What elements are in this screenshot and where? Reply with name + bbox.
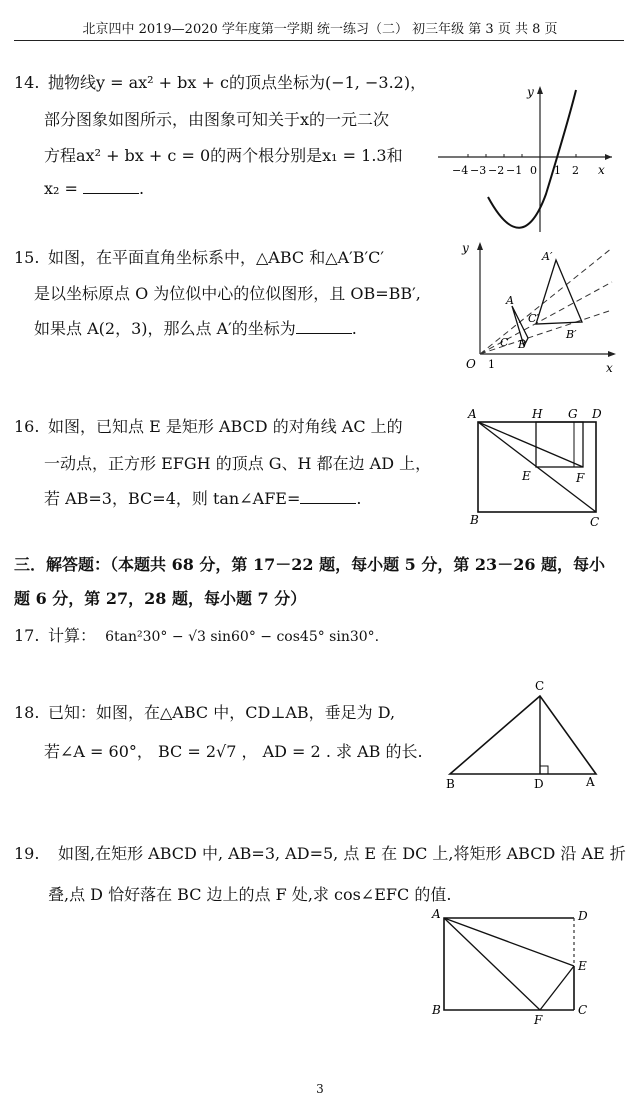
- q16-text-3: [44, 486, 361, 509]
- question-number: 17.: [14, 626, 40, 645]
- answer-blank[interactable]: [296, 319, 352, 334]
- page-number: 3: [316, 1082, 324, 1096]
- page-header: 北京四中 2019—2020 学年度第一学期 统一练习（二） 初三年级 第 3 页 共 8 页: [82, 22, 558, 37]
- triangle-cd-figure: [440, 676, 610, 794]
- point-b-label: B: [470, 513, 479, 527]
- y-label: y: [527, 85, 534, 99]
- parabola-curve: [488, 90, 576, 228]
- point-f-label: F: [576, 471, 585, 485]
- point-b-label: B: [518, 338, 527, 351]
- section-heading-line-1: 三．解答题：（本题共 68 分，第 17－22 题，每小题 5 分，第 23－26 题，每小: [14, 555, 606, 574]
- point-a-label: A: [506, 294, 514, 307]
- tick-label: −3: [470, 164, 487, 177]
- q14-text-3: 方程ax² + bx + c = 0的两个根分别是x₁ = 1.3和: [44, 146, 403, 165]
- point-a-prime-label: A′: [542, 250, 553, 263]
- point-c-label: C: [578, 1003, 588, 1017]
- y-axis-arrow: [477, 242, 483, 250]
- point-c-label: C: [500, 336, 509, 349]
- rectangle-square-figure: [462, 404, 618, 530]
- parabola-figure: [430, 82, 620, 242]
- q18-text-1: 已知：如图，在△ABC 中，CD⊥AB，垂足为 D,: [48, 703, 396, 722]
- similar-triangles-figure: [452, 238, 622, 378]
- folded-rectangle-figure: [426, 904, 598, 1028]
- point-a-label: A: [432, 907, 441, 921]
- q15-period: .: [351, 319, 357, 338]
- q16-text-1: 如图，已知点 E 是矩形 ABCD 的对角线 AC 上的: [48, 417, 403, 436]
- unit-label: 1: [488, 358, 495, 371]
- section-heading-line-2: 题 6 分，第 27，28 题，每小题 7 分）: [14, 589, 307, 608]
- q17-expression: 6tan²30° − √3 sin60° − cos45° sin30°.: [105, 629, 380, 645]
- x-label: x: [598, 163, 605, 177]
- question-18-line-1: [14, 700, 395, 726]
- point-c-prime-label: C′: [528, 312, 539, 325]
- x-axis-arrow: [608, 351, 616, 357]
- point-a-label: A: [468, 407, 477, 421]
- question-number: 19.: [14, 844, 40, 863]
- question-16-line-1: [14, 414, 403, 440]
- point-g-label: G: [568, 407, 578, 421]
- q14-text-1: 抛物线y = ax² + bx + c的顶点坐标为(−1, −3.2)，: [48, 73, 427, 92]
- point-d-label: D: [592, 407, 602, 421]
- point-d-label: D: [578, 909, 588, 923]
- tick-label: −1: [506, 164, 523, 177]
- x-axis-arrow: [605, 154, 612, 160]
- fold-line-ae: [444, 918, 574, 966]
- header-divider: [14, 40, 624, 41]
- segment-fe: [540, 966, 574, 1010]
- q19-text-1: 如图,在矩形 ABCD 中, AB=3, AD=5, 点 E 在 DC 上,将矩形 ABCD 沿 AE 折: [58, 844, 626, 863]
- answer-blank[interactable]: [83, 179, 139, 194]
- q15-text-2: 是以坐标原点 O 为位似中心的位似图形，且 OB=BB′,: [34, 284, 421, 303]
- tick-label: 1: [554, 164, 561, 177]
- q18-text-2: 若∠A = 60°， BC = 2√7 ， AD = 2 . 求 AB 的长.: [44, 742, 423, 761]
- point-a-label: A: [586, 775, 595, 789]
- point-e-label: E: [578, 959, 587, 973]
- tick-label: 2: [572, 164, 579, 177]
- q16-text-2: 一动点，正方形 EFGH 的顶点 G、H 都在边 AD 上，: [44, 454, 432, 473]
- y-label: y: [462, 241, 469, 255]
- q15-text-3a: 如果点 A(2，3)，那么点 A′的坐标为: [34, 319, 296, 338]
- y-axis-arrow: [537, 86, 543, 94]
- q16-text-3a: 若 AB=3，BC=4，则 tan∠AFE=: [44, 489, 301, 508]
- q15-text-1: 如图，在平面直角坐标系中，△ABC 和△A′B′C′: [48, 248, 385, 267]
- q15-text-3: [34, 316, 357, 339]
- point-f-label: F: [534, 1013, 543, 1027]
- tick-label: −4: [452, 164, 469, 177]
- q19-text-2: 叠,点 D 恰好落在 BC 边上的点 F 处,求 cos∠EFC 的值.: [48, 885, 452, 904]
- point-b-label: B: [446, 777, 455, 791]
- question-15-line-1: [14, 245, 384, 271]
- answer-blank[interactable]: [300, 489, 356, 504]
- point-c-label: C: [535, 679, 545, 693]
- q14-text-2: 部分图象如图所示，由图象可知关于x的一元二次: [44, 110, 390, 129]
- origin-label: O: [466, 357, 476, 371]
- q14-x2-label: x₂ =: [44, 179, 84, 198]
- point-b-prime-label: B′: [566, 328, 577, 341]
- point-c-label: C: [590, 515, 600, 529]
- q16-period: .: [356, 489, 362, 508]
- square-efgh: [536, 422, 583, 467]
- segment-af: [444, 918, 540, 1010]
- point-e-label: E: [522, 469, 531, 483]
- q14-period: .: [139, 179, 145, 198]
- triangle-abc-prime: [536, 260, 582, 324]
- rectangle-sides: [444, 918, 574, 1010]
- q14-text-4: [44, 179, 144, 198]
- question-17: [14, 623, 379, 649]
- question-number: 18.: [14, 703, 40, 722]
- triangle-abc: [450, 696, 596, 774]
- question-number: 15.: [14, 248, 40, 267]
- q17-text: 计算：: [48, 626, 97, 645]
- right-angle-mark: [540, 766, 548, 774]
- segment-af: [478, 422, 583, 467]
- tick-label: 0: [530, 164, 537, 177]
- x-label: x: [606, 361, 613, 375]
- tick-label: −2: [488, 164, 505, 177]
- question-number: 14.: [14, 73, 40, 92]
- point-b-label: B: [432, 1003, 441, 1017]
- question-14-line-1: [14, 70, 426, 96]
- point-d-label: D: [534, 777, 544, 791]
- question-number: 16.: [14, 417, 40, 436]
- question-19-line-1: [14, 841, 626, 867]
- point-h-label: H: [532, 407, 543, 421]
